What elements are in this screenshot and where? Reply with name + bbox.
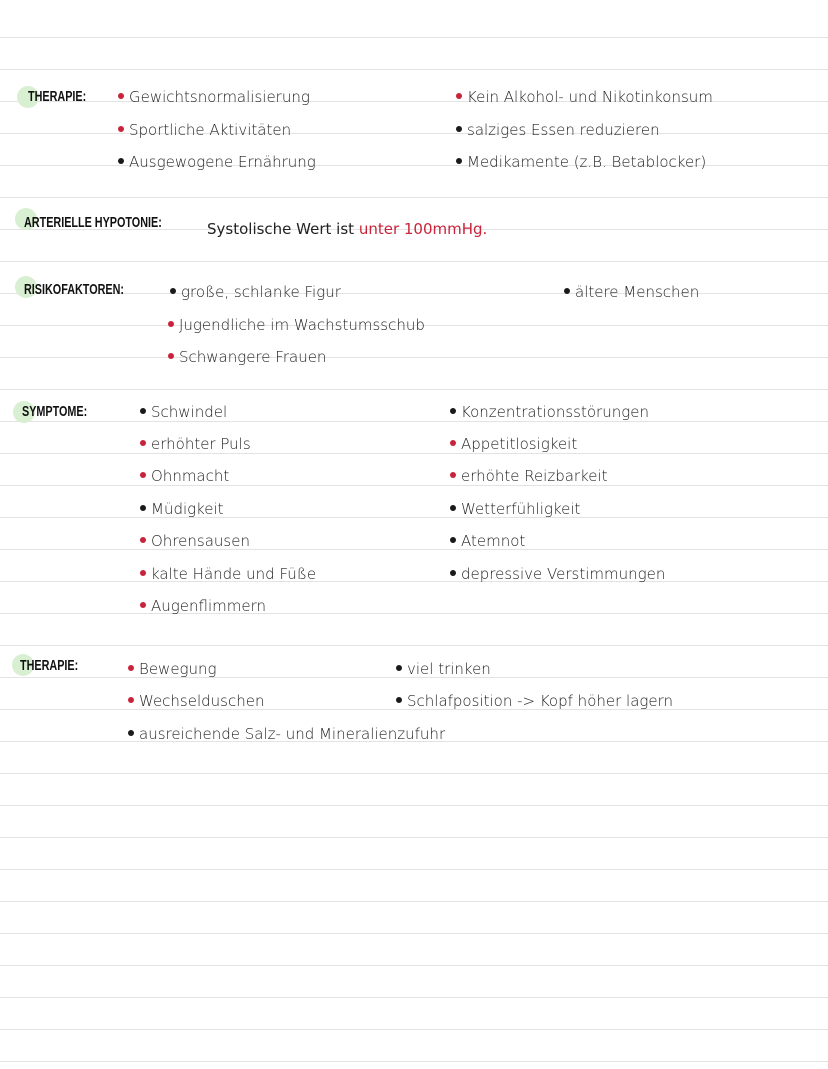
symptom-right-item: Konzentrationsstörungen bbox=[450, 403, 649, 421]
bullet-icon bbox=[140, 440, 146, 446]
symptom-left-item: kalte Hände und Füße bbox=[140, 565, 316, 583]
bullet-icon bbox=[396, 665, 402, 671]
therapie-heading-1: THERAPIE: bbox=[28, 88, 87, 105]
bullet-icon bbox=[450, 537, 456, 543]
bullet-icon bbox=[140, 570, 146, 576]
therapie2-left-item: Wechselduschen bbox=[128, 692, 264, 710]
symptom-left-item: Müdigkeit bbox=[140, 500, 224, 518]
therapie1-right-item: salziges Essen reduzieren bbox=[456, 121, 660, 139]
therapie2-right-item: Schlafposition -> Kopf höher lagern bbox=[396, 692, 673, 710]
bullet-icon bbox=[128, 730, 134, 736]
definition-highlight: unter 100mmHg. bbox=[358, 220, 488, 238]
bullet-icon bbox=[140, 602, 146, 608]
bullet-icon bbox=[118, 126, 124, 132]
bullet-icon bbox=[450, 440, 456, 446]
bullet-icon bbox=[128, 665, 134, 671]
bullet-icon bbox=[564, 288, 570, 294]
bullet-icon bbox=[456, 93, 462, 99]
therapie1-left-item: Gewichtsnormalisierung bbox=[118, 88, 310, 106]
therapie2-left-item: Bewegung bbox=[128, 660, 217, 678]
therapie1-left-item: Ausgewogene Ernährung bbox=[118, 153, 316, 171]
bullet-icon bbox=[456, 158, 462, 164]
symptom-left-item: Schwindel bbox=[140, 403, 227, 421]
hypotonie-definition bbox=[207, 220, 487, 238]
bullet-icon bbox=[140, 472, 146, 478]
symptom-right-item: depressive Verstimmungen bbox=[450, 565, 665, 583]
therapie-heading-2: THERAPIE: bbox=[20, 657, 79, 674]
symptom-left-item: Ohrensausen bbox=[140, 532, 250, 550]
bullet-icon bbox=[140, 408, 146, 414]
bullet-icon bbox=[396, 697, 402, 703]
symptom-left-item: Augenflimmern bbox=[140, 597, 266, 615]
bullet-icon bbox=[118, 158, 124, 164]
bullet-icon bbox=[450, 505, 456, 511]
symptom-left-item: Ohnmacht bbox=[140, 467, 229, 485]
symptome-heading: SYMPTOME: bbox=[22, 403, 88, 420]
bullet-icon bbox=[450, 408, 456, 414]
risiko-left-item: Jugendliche im Wachstumsschub bbox=[168, 316, 425, 334]
therapie1-right-item: Medikamente (z.B. Betablocker) bbox=[456, 153, 706, 171]
bullet-icon bbox=[168, 353, 174, 359]
hypotonie-heading: ARTERIELLE HYPOTONIE: bbox=[24, 214, 162, 231]
risiko-left-item: große, schlanke Figur bbox=[170, 283, 341, 301]
bullet-icon bbox=[170, 288, 176, 294]
symptom-right-item: Wetterfühligkeit bbox=[450, 500, 580, 518]
bullet-icon bbox=[456, 126, 462, 132]
bullet-icon bbox=[168, 321, 174, 327]
risikofaktoren-heading: RISIKOFAKTOREN: bbox=[24, 281, 125, 298]
definition-text: Systolische Wert ist bbox=[207, 220, 355, 238]
bullet-icon bbox=[140, 505, 146, 511]
therapie2-right-item: viel trinken bbox=[396, 660, 491, 678]
risiko-left-item: Schwangere Frauen bbox=[168, 348, 326, 366]
symptom-left-item: erhöhter Puls bbox=[140, 435, 251, 453]
symptom-right-item: erhöhte Reizbarkeit bbox=[450, 467, 608, 485]
bullet-icon bbox=[140, 537, 146, 543]
bullet-icon bbox=[450, 570, 456, 576]
therapie2-left-item: ausreichende Salz- und Mineralienzufuhr bbox=[128, 725, 445, 743]
symptom-right-item: Atemnot bbox=[450, 532, 525, 550]
bullet-icon bbox=[128, 697, 134, 703]
therapie1-left-item: Sportliche Aktivitäten bbox=[118, 121, 291, 139]
symptom-right-item: Appetitlosigkeit bbox=[450, 435, 577, 453]
bullet-icon bbox=[118, 93, 124, 99]
bullet-icon bbox=[450, 472, 456, 478]
risiko-right-item: ältere Menschen bbox=[564, 283, 699, 301]
therapie1-right-item: Kein Alkohol- und Nikotinkonsum bbox=[456, 88, 713, 106]
